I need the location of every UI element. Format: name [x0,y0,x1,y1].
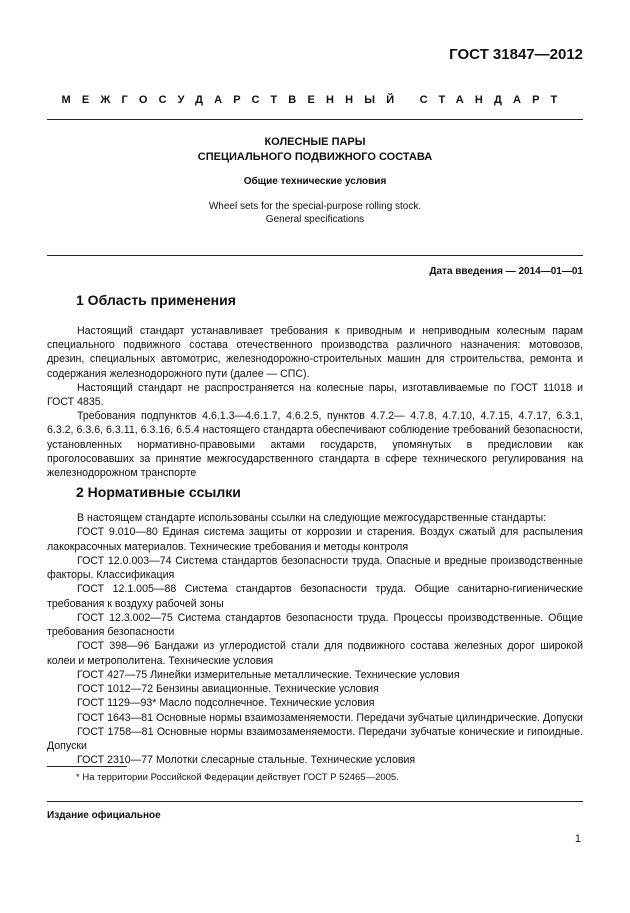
english-title-line-1: Wheel sets for the special-purpose rolling stock. [208,201,422,212]
reference-item: ГОСТ 12.3.002—75 Система стандартов безопасности труда. Процессы производственные. Общие требования безопасности [47,611,583,638]
section-2-heading: 2 Нормативные ссылки [76,484,241,500]
introduction-date: Дата введения — 2014—01—01 [429,266,583,277]
reference-item: ГОСТ 9.010—80 Единая система защиты от коррозии и старения. Воздух сжатый для распыления лакокрасочных материалов. Технические требования и методы контроля [47,526,583,553]
header-rule [47,119,583,120]
footnote: * На территории Российской Федерации действует ГОСТ Р 52465—2005. [76,772,399,783]
reference-item: ГОСТ 427—75 Линейки измерительные металлические. Технические условия [77,668,460,681]
section-1-paragraph: Требования подпунктов 4.6.1.3—4.6.1.7, 4.6.2.5, пунктов 4.7.2— 4.7.8, 4.7.10, 4.7.15, 4.7.17, 6.3.1, 6.3.2, 6.3.6, 6.3.11, 6.3.16, 6.5.4 настоящего стандарта обеспечивают соблюдение требований безопасности, установленных нормативно-правовыми актами государств, упомянутых в предисловии как проголосовавших за принятие межгосударственного стандарта в сфере технического регулирования на железнодорожном транспорте [47,410,583,480]
title-line-2: СПЕЦИАЛЬНОГО ПОДВИЖНОГО СОСТАВА [197,151,433,163]
reference-item: ГОСТ 2310—77 Молотки слесарные стальные. Технические условия [77,754,416,767]
reference-item: ГОСТ 12.0.003—74 Система стандартов безопасности труда. Опасные и вредные производственные факторы. Классификация [47,554,583,581]
document-code: ГОСТ 31847—2012 [449,46,583,63]
section-2-body [47,511,583,768]
reference-intro: В настоящем стандарте использованы ссылки на следующие межгосударственные стандарты: [77,512,547,524]
section-1-body [47,324,583,480]
footer-rule [47,801,583,802]
reference-item: ГОСТ 1129—93* Масло подсолнечное. Технические условия [77,697,375,710]
reference-item: ГОСТ 1758—81 Основные нормы взаимозаменяемости. Передачи зубчатые конические и гипоидные. Допуски [47,725,583,752]
reference-item: ГОСТ 398—96 Бандажи из углеродистой стали для подвижного состава железных дорог широкой колеи и метрополитена. Технические условия [47,640,583,667]
section-1-paragraph: Настоящий стандарт не распространяется на колесные пары, изготавливаемые по ГОСТ 11018 и ГОСТ 4835. [47,381,583,409]
section-1-paragraph: Настоящий стандарт устанавливает требования к приводным и неприводным колесным парам специального подвижного состава отечественного производства различного назначения: мотовозов, дрезин, специальных автомотрис, железнодорожно-строительных машин для строительства, ремонта и содержания железнодорожного пути (далее — СПС). [47,325,583,380]
title-subtitle: Общие технические условия [243,176,387,187]
reference-item: ГОСТ 1643—81 Основные нормы взаимозаменяемости. Передачи зубчатые цилиндрические. Допуски [77,711,583,724]
footnote-rule [47,766,127,767]
english-title-line-2: General specifications [265,214,365,225]
edition-label: Издание официальное [47,810,161,821]
reference-item: ГОСТ 1012—72 Бензины авиационные. Технические условия [77,683,379,695]
title-rule [47,255,583,256]
section-1-heading: 1 Область применения [76,292,236,308]
standard-type-title: МЕЖГОСУДАРСТВЕННЫЙ СТАНДАРТ [61,94,569,106]
reference-item: ГОСТ 12.1.005—88 Система стандартов безопасности труда. Общие санитарно-гигиенические требования к воздуху рабочей зоны [47,583,583,610]
title-line-1: КОЛЕСНЫЕ ПАРЫ [264,136,366,148]
page-number: 1 [574,833,581,845]
